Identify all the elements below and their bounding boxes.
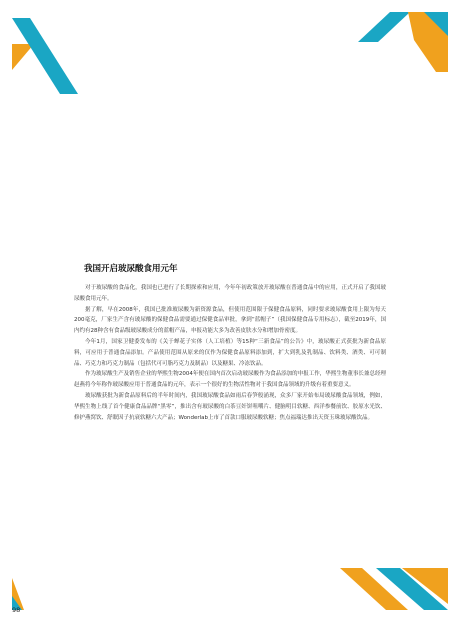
page-number: 98 [12, 606, 21, 614]
corner-stripe-top-left-orange [12, 44, 34, 70]
article-paragraph: 玻尿酸获批为新食品原料后的半年时间内，我国玻尿酸食品如雨后春笋般涌现，众多厂家开始布局玻尿酸食品领域，例如，华熙生物上线了首个健康食品品牌“黑零”，推出含有玻尿酸的白茶豆奸饼咀嚼片、健脑明目软糖、西洋参餐前饮、胶原水光饮、修护燕窝饮、舒眠因子抗衰软糖六大产品；Wonderlab上市了首款口服玻尿酸软糖；焦点福瑞达推出天资玉珠玻尿酸饮品。 [74, 392, 386, 421]
article-paragraph: 据了解，早在2008年，我国已批准玻尿酸为新资源食品，但使用范围限于保健食品原料，同时要求玻尿酸食用上限为每天200毫克，厂家生产含有玻尿酸的保健食品需要通过保健食品审批，拿到“蓝帽子”（我国保健食品专用标志），截至2019年，国内约有28种含有食品级玻尿酸成分的蓝帽产品，申报功能大多为改善皮肤水分和增加骨密度。 [74, 306, 386, 335]
corner-stripe-top-right-teal [358, 12, 410, 42]
article [74, 262, 386, 423]
article-paragraph: 对于玻尿酸的食品化，我国也已进行了长期探索和应用，今年年初政策放开玻尿酸在普通食品中的应用，正式开启了我国玻尿酸食用元年。 [74, 285, 386, 302]
article-title: 我国开启玻尿酸食用元年 [84, 264, 178, 274]
article-paragraph: 作为玻尿酸生产及销售企业的华熙生物2004年便在国内首次启动玻尿酸作为食品添加的申报工作，华熙生物董事长兼总经理赵燕将今年称作玻尿酸应用于普通食品的元年，表示一个很好的生物活性物对于我国食品领域的升级有着重要意义。 [74, 371, 386, 389]
article-paragraph: 今年1月，国家卫健委发布的《关于蝉花子实体（人工培植）等15种“三新食品”的公告》中，玻尿酸正式获批为新食品原料，可应用于普通食品添加。产品使用范围从原来的仅作为保健食品原料添加到，扩大到乳及乳制品、饮料类、酒类、可可制品、巧克力和巧克力制品（包括代可可脂巧克力及制品）以及糖果、冷冻饮品。 [74, 338, 386, 367]
